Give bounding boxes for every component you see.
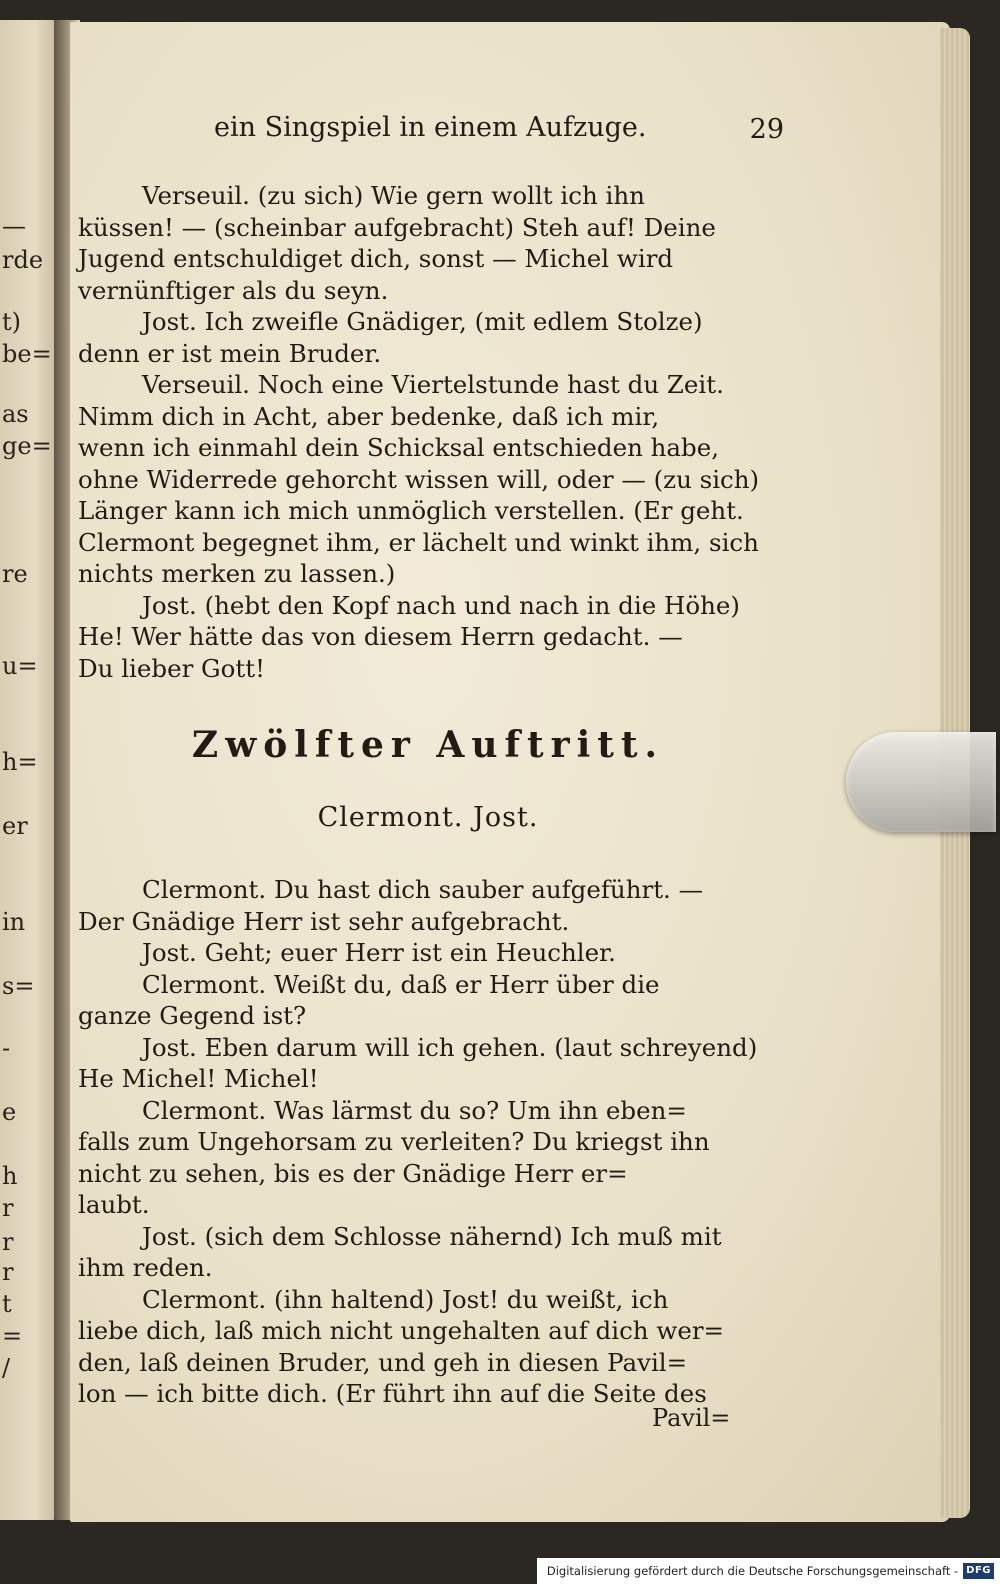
paragraph-jost-3: [78, 937, 778, 969]
paragraph-clermont-3: [78, 1095, 778, 1221]
page-clip: [846, 732, 996, 832]
text-line: wenn ich einmahl dein Schicksal entschieden habe,: [78, 433, 720, 462]
facing-page-edge: [0, 20, 58, 1520]
fragment: be=: [2, 340, 52, 368]
fragment: ge=: [2, 432, 52, 460]
fragment: r: [2, 1258, 14, 1286]
dialogue-block-1: [78, 180, 778, 684]
paragraph-jost-5: [78, 1221, 778, 1284]
facing-page-fragments: [0, 20, 58, 1520]
paragraph-verseuil-1: [78, 180, 778, 306]
text-line: küssen! — (scheinbar aufgebracht) Steh auf! Deine: [78, 212, 716, 242]
fragment: in: [2, 908, 26, 936]
text-line: Jost. (hebt den Kopf nach und nach in die Höhe): [142, 590, 740, 620]
text-line: vernünftiger als du seyn.: [78, 275, 389, 305]
scene-characters: Clermont. Jost.: [317, 802, 539, 833]
text-line: He! Wer hätte das von diesem Herrn gedacht. —: [78, 622, 683, 651]
text-line: falls zum Ungehorsam zu verleiten? Du kriegst ihn: [78, 1127, 710, 1156]
text-line: Clermont. (ihn haltend) Jost! du weißt, ich: [142, 1284, 669, 1314]
catchword: Pavil=: [652, 1404, 731, 1432]
text-line: lon — ich bitte dich. (Er führt ihn auf die Seite des: [78, 1379, 707, 1408]
funding-note: Digitalisierung gefördert durch die Deutsche Forschungsgemeinschaft -: [546, 1564, 959, 1578]
text-line: Clermont. Du hast dich sauber aufgeführt. —: [142, 875, 704, 904]
paragraph-clermont-1: [78, 874, 778, 937]
fragment: -: [2, 1034, 11, 1062]
text-line: Jost. (sich dem Schlosse nähernd) Ich muß mit: [142, 1221, 722, 1251]
fragment: s=: [2, 972, 35, 1000]
paragraph-verseuil-2: [78, 369, 778, 590]
text-line: Der Gnädige Herr ist sehr aufgebracht.: [78, 906, 570, 936]
running-title: ein Singspiel in einem Aufzuge.: [214, 112, 647, 143]
fragment: as: [2, 400, 29, 428]
dfg-logo-icon[interactable]: DFG: [963, 1563, 994, 1579]
running-head: [214, 112, 784, 152]
paragraph-clermont-4: [78, 1284, 778, 1410]
fragment: t): [2, 308, 22, 336]
fragment: r: [2, 1228, 14, 1256]
fragment: t: [2, 1290, 12, 1318]
fragment: =: [2, 1322, 23, 1350]
fragment: h: [2, 1162, 18, 1190]
page-number: 29: [749, 114, 784, 145]
text-line: Verseuil. Noch eine Viertelstunde hast du Zeit.: [142, 370, 724, 399]
text-line: nicht zu sehen, bis es der Gnädige Herr er=: [78, 1158, 628, 1188]
text-line: Jugend entschuldiget dich, sonst — Michel wird: [78, 244, 674, 273]
text-line: Verseuil. (zu sich) Wie gern wollt ich ihn: [142, 181, 645, 210]
text-line: Jost. Geht; euer Herr ist ein Heuchler.: [142, 938, 616, 967]
scene-title: Zwölfter Auftritt.: [191, 724, 665, 766]
fragment: r: [2, 1194, 14, 1222]
fragment: re: [2, 560, 28, 588]
text-line: ihm reden.: [78, 1253, 213, 1282]
text-line: liebe dich, laß mich nicht ungehalten auf dich wer=: [78, 1316, 725, 1345]
text-line: Jost. Ich zweifle Gnädiger, (mit edlem Stolze): [142, 307, 703, 336]
fragment: u=: [2, 652, 38, 680]
paragraph-jost-4: [78, 1032, 778, 1095]
text-line: Jost. Eben darum will ich gehen. (laut schreyend): [142, 1032, 758, 1062]
fragment: h=: [2, 748, 38, 776]
text-line: Länger kann ich mich unmöglich verstellen. (Er geht.: [78, 496, 744, 525]
text-line: laubt.: [78, 1190, 150, 1219]
dialogue-block-2: [78, 874, 778, 1410]
paragraph-jost-2: [78, 590, 778, 685]
fragment: e: [2, 1098, 17, 1126]
footer-bar: [537, 1558, 1000, 1584]
text-line: He Michel! Michel!: [78, 1064, 319, 1093]
text-line: Clermont begegnet ihm, er lächelt und winkt ihm, sich: [78, 527, 759, 557]
text-line: nichts merken zu lassen.): [78, 559, 396, 588]
fragment: /: [2, 1354, 11, 1382]
text-line: Du lieber Gott!: [78, 653, 265, 683]
paragraph-jost-1: [78, 306, 778, 369]
text-line: ganze Gegend ist?: [78, 1001, 307, 1030]
fragment: rde: [2, 246, 44, 274]
fragment: er: [2, 812, 28, 840]
fragment: —: [2, 212, 26, 240]
text-line: ohne Widerrede gehorcht wissen will, oder — (zu sich): [78, 464, 760, 494]
text-line: denn er ist mein Bruder.: [78, 338, 382, 368]
text-line: Clermont. Was lärmst du so? Um ihn eben=: [142, 1095, 687, 1125]
text-line: Nimm dich in Acht, aber bedenke, daß ich mir,: [78, 401, 660, 431]
text-line: Clermont. Weißt du, daß er Herr über die: [142, 969, 660, 999]
text-line: den, laß deinen Bruder, und geh in diesen Pavil=: [78, 1347, 688, 1377]
paragraph-clermont-2: [78, 969, 778, 1032]
